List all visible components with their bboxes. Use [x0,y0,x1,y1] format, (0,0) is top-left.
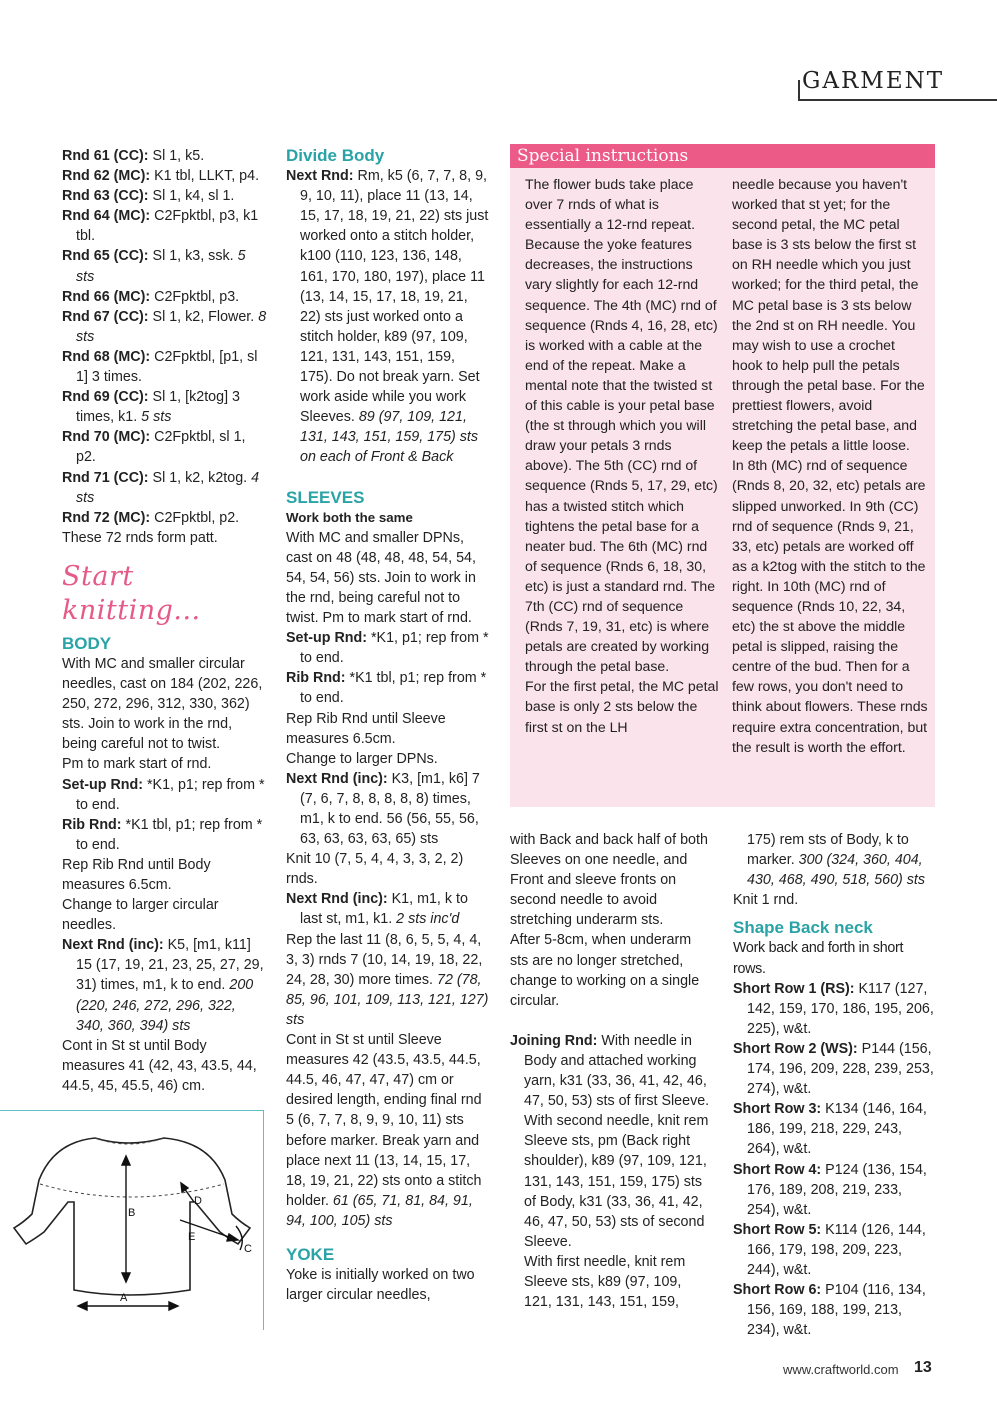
setup-rnd: Set-up Rnd: *K1, p1; rep from * to end. [62,776,265,813]
yoke-para-2: with Back and back half of both Sleeves on one needle, and Front and sleeve fronts on second needle to avoid stretching underarm sts. [510,832,708,929]
sleeves-heading: SLEEVES [286,487,365,507]
round-line: Rnd 66 (MC): C2Fpktbl, p3. [62,288,240,305]
special-right-column [732,174,928,757]
sleeve-next-inc-2: Next Rnd (inc): K1, m1, k to last st, m1, k1. 2 sts inc'd [286,891,468,928]
round-line: Rnd 70 (MC): C2Fpktbl, sl 1, p2. [62,429,246,466]
round-list [62,146,267,528]
body-para-4: Change to larger circular needles. [62,897,219,934]
short-row-5: Short Row 5: K114 (126, 144, 166, 179, 198, 209, 223, 244), w&t. [733,1221,926,1278]
round-line: Rnd 61 (CC): Sl 1, k5. [62,148,205,164]
page-number: 13 [914,1359,932,1376]
special-right-text-2: In 8th (MC) rnd of sequence (Rnds 8, 20, 32, etc) petals are slipped unworked. In 9th (CC) rnd of sequence (Rnds 9, 21, 33, etc) petals are worked off as a k2tog with the stitch to the right. In 10th (MC) rnd of sequence (Rnds 10, 22, 34, etc) the st above the middle petal is slipped, raising the centre of the bud. Then for a few rows, you don't need to think about flowers. These rnds require extra concentration, but the result is worth the effort. [732,457,928,755]
label-c: C [244,1243,252,1255]
patt-note: These 72 rnds form patt. [62,529,218,546]
special-left-text-2: For the first petal, the MC petal base is only 2 sts below the first st on the LH [525,678,719,735]
sweater-schematic [0,1110,264,1330]
sleeve-setup-rnd: Set-up Rnd: *K1, p1; rep from * to end. [286,630,489,667]
special-right-text: needle because you haven't worked that st yet; for the second petal, the MC petal base is 3 sts below the first st on RH needle which you just worked; for the third petal, the MC petal base is 3 sts below the 2nd st on RH needle. You may wish to use a crochet hook to help pull the petals through the petal base. For the prettiest flowers, avoid stretching the petal base, and keep the petals a little loose. [732,176,925,454]
body-para-3: Rep Rib Rnd until Body measures 6.5cm. [62,856,211,893]
body-para-2: Pm to mark start of rnd. [62,756,212,773]
short-rows-note: Work back and forth in short rows. [733,940,904,977]
section-title: GARMENT [802,68,945,94]
round-line: Rnd 72 (MC): C2Fpktbl, p2. [62,509,240,526]
body-rem-sts: 175) rem sts of Body, k to marker. 300 (324, 360, 404, 430, 468, 490, 518, 560) sts [747,832,926,889]
label-e: E [188,1231,196,1243]
round-line: Rnd 62 (MC): K1 tbl, LLKT, p4. [62,168,260,185]
sleeve-para-4: Knit 10 (7, 5, 4, 4, 3, 3, 2, 2) rnds. [286,851,464,888]
yoke-para-3: After 5-8cm, when underarm sts are no longer stretched, change to working on a single circular. [510,932,700,1009]
short-row-1: Short Row 1 (RS): K117 (127, 142, 159, 170, 186, 195, 206, 225), w&t. [733,980,934,1037]
special-left-column [525,174,721,737]
shape-back-neck-heading: Shape Back neck [733,918,873,938]
sleeve-rib-rnd: Rib Rnd: *K1 tbl, p1; rep from * to end. [286,670,487,707]
joining-rnd-cont: With first needle, knit rem Sleeve sts, k89 (97, 109, 121, 131, 143, 151, 159, [524,1253,686,1311]
sleeve-para-3: Change to larger DPNs. [286,750,438,767]
next-rnd-inc: Next Rnd (inc): K5, [m1, k11] 15 (17, 19, 21, 23, 25, 27, 29, 31) times, m1, k to end. 200 (220, 246, 272, 296, 322, 340, 360, 394) sts [62,937,264,1034]
body-para-1: With MC and smaller circular needles, cast on 184 (202, 226, 250, 272, 296, 312, 330, 362) sts. Join to work in the rnd, being careful not to twist. [62,655,263,753]
yoke-heading: YOKE [286,1244,335,1264]
divide-body-heading: Divide Body [286,146,385,165]
sleeve-para-5: Rep the last 11 (8, 6, 5, 5, 4, 4, 3, 3) rnds 7 (10, 14, 19, 18, 22, 24, 28, 30) more times. 72 (78, 85, 96, 101, 109, 113, 121, 127) sts [286,931,489,1028]
work-both-note: Work both the same [286,509,413,525]
header-rule [798,99,997,101]
knit-1-rnd: Knit 1 rnd. [733,892,799,909]
special-instructions-panel [510,144,935,807]
short-row-4: Short Row 4: P124 (136, 154, 176, 189, 208, 219, 233, 254), w&t. [733,1161,927,1218]
round-line: Rnd 68 (MC): C2Fpktbl, [p1, sl 1] 3 times. [62,348,258,386]
sleeve-next-inc: Next Rnd (inc): K3, [m1, k6] 7 (7, 6, 7, 8, 8, 8, 8, 8) times, m1, k to end. 56 (56, 55, 56, 63, 63, 63, 63, 65) sts [286,770,480,848]
body-para-5: Cont in St st until Body measures 41 (42, 43, 43.5, 44, 44.5, 45, 45.5, 46) cm. [62,1037,257,1094]
yoke-para-1: Yoke is initially worked on two larger circular needles, [286,1267,475,1304]
short-row-3: Short Row 3: K134 (146, 164, 186, 199, 218, 229, 243, 264), w&t. [733,1101,927,1158]
short-row-2: Short Row 2 (WS): P144 (156, 174, 196, 209, 228, 239, 253, 274), w&t. [733,1040,934,1098]
label-a: A [120,1292,128,1304]
round-line: Rnd 71 (CC): Sl 1, k2, k2tog. 4 sts [62,469,260,506]
header-rule-vertical [798,80,800,100]
column-2 [286,146,490,1305]
sleeve-para-1: With MC and smaller DPNs, cast on 48 (48, 48, 48, 54, 54, 54, 54, 56) sts. Join to work in the rnd, being careful not to twist. Pm to mark start of rnd. [286,529,476,627]
divide-next-rnd: Next Rnd: Rm, k5 (6, 7, 7, 8, 9, 9, 10, 11), place 11 (13, 14, 15, 17, 18, 19, 21, 22) sts just worked onto a stitch holder, k100 (110, 123, 136, 148, 161, 170, 180, 197), place 11 (13, 14, 15, 17, 18, 19, 21, 22) sts just worked onto a stitch holder, k89 (97, 109, 121, 131, 143, 151, 159, 175). Do not break yarn. Set work aside while you work Sleeves. 89 (97, 109, 121, 131, 143, 151, 159, 175) sts on each of Front & Back [286,168,489,466]
round-line: Rnd 67 (CC): Sl 1, k2, Flower. 8 sts [62,308,267,345]
body-heading: BODY [62,633,112,653]
round-line: Rnd 64 (MC): C2Fpktbl, p3, k1 tbl. [62,208,259,245]
round-line: Rnd 65 (CC): Sl 1, k3, ssk. 5 sts [62,248,246,285]
special-left-text: The flower buds take place over 7 rnds of what is essentially a 12-rnd repeat. Because the yoke features decreases, the instructions vary slightly for each 12-rnd sequence. The 4th (MC) rnd of sequence (Rnds 4, 16, 28, etc) is worked with a cable at the end of the repeat. Make a mental note that the twisted st of this cable is your petal base (the st through which you will draw your petals 3 rnds above). The 5th (CC) rnd of sequence (Rnds 5, 17, 29, etc) has a twisted stitch which tightens the petal base for a neater bud. The 6th (MC) rnd of sequence (Rnds 6, 18, 30, etc) is just a standard rnd. The 7th (CC) rnd of sequence (Rnds 7, 19, 31, etc) is where petals are created by working through the petal base. [525,176,718,675]
label-d: D [194,1195,202,1207]
column-4 [733,830,937,1340]
round-line: Rnd 63 (CC): Sl 1, k4, sl 1. [62,188,235,205]
column-3 [510,830,710,1312]
sleeve-para-2: Rep Rib Rnd until Sleeve measures 6.5cm. [286,710,446,747]
round-line: Rnd 69 (CC): Sl 1, [k2tog] 3 times, k1. 5 sts [62,389,240,426]
rib-rnd: Rib Rnd: *K1 tbl, p1; rep from * to end. [62,816,263,853]
joining-rnd: Joining Rnd: With needle in Body and attached working yarn, k31 (33, 36, 41, 42, 46, 47, 50, 53) sts of first Sleeve. With second needle, knit rem Sleeve sts, pm (Back right shoulder), k89 (97, 109, 121, 131, 143, 151, 159, 175) sts of Body, k31 (33, 36, 41, 42, 46, 47, 50, 53) sts of second Sleeve. [510,1032,710,1250]
special-instructions-title: Special instructions [510,144,935,168]
start-knitting-title: Start knitting... [62,560,201,626]
column-1 [62,146,267,1096]
sleeve-para-6: Cont in St st until Sleeve measures 42 (43.5, 43.5, 44.5, 44.5, 46, 47, 47, 47) cm or desired length, ending final rnd 5 (6, 7, 7, 8, 9, 9, 10, 11) sts before marker. Break yarn and place next 11 (13, 14, 15, 17, 18, 19, 21, 22) sts onto a stitch holder. 61 (65, 71, 81, 84, 91, 94, 100, 105) sts [286,1032,482,1229]
short-row-6: Short Row 6: P104 (116, 134, 156, 169, 188, 199, 213, 234), w&t. [733,1282,926,1339]
footer-url: www.craftworld.com [783,1362,899,1377]
label-b: B [128,1207,136,1219]
